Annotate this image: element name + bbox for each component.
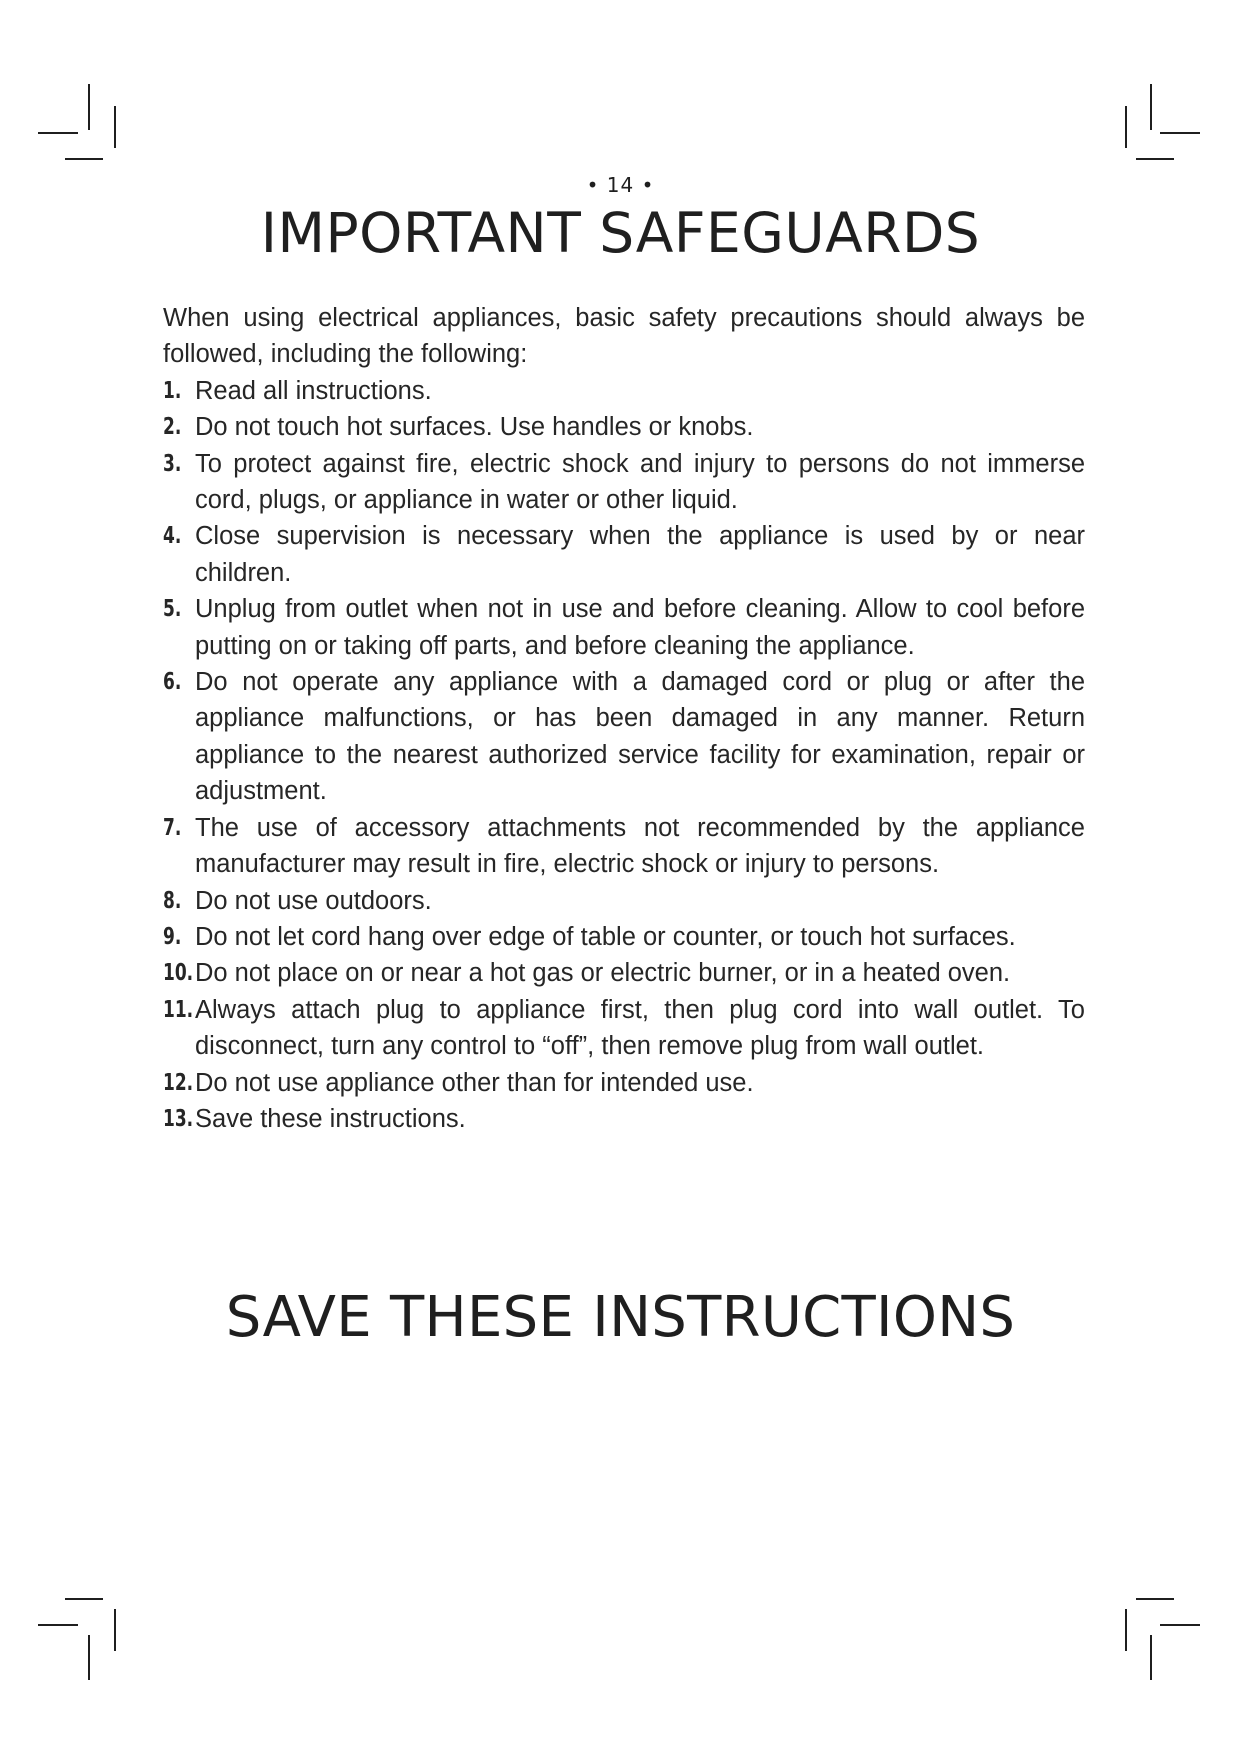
list-item [163, 955, 1085, 991]
list-item-text: Do not touch hot surfaces. Use handles or knobs. [195, 413, 754, 442]
list-item-text: Do not place on or near a hot gas or electric burner, or in a heated oven. [195, 959, 1011, 988]
list-item [163, 992, 1085, 1065]
page-number: • 14 • [586, 173, 655, 197]
list-item [163, 810, 1085, 883]
safeguards-content [163, 300, 1085, 1137]
list-item-text: Unplug from outlet when not in use and before cleaning. Allow to cool before putting on or taking off parts, and before cleaning the appliance. [195, 595, 1085, 660]
crop-mark-top-left-inner-horizontal [65, 158, 103, 160]
list-item [163, 446, 1085, 519]
list-item-number: 12. [163, 1069, 194, 1096]
crop-mark-bottom-right-outer-horizontal [1160, 1624, 1200, 1626]
list-item [163, 591, 1085, 664]
list-item-number: 4. [163, 523, 182, 550]
crop-mark-top-right-inner-vertical [1125, 106, 1127, 148]
list-item-text: Do not operate any appliance with a damaged cord or plug or after the appliance malfunctions, or has been damaged in any manner. Return appliance to the nearest authorized service facility for examination, repair or adjustment. [195, 668, 1085, 806]
list-item-text: Do not let cord hang over edge of table or counter, or touch hot surfaces. [195, 922, 1016, 951]
list-item-text: To protect against fire, electric shock and injury to persons do not immerse cord, plugs, or appliance in water or other liquid. [195, 449, 1085, 515]
list-item [163, 1101, 1085, 1137]
list-item-text: Read all instructions. [195, 376, 432, 405]
list-item-number: 1. [163, 377, 182, 404]
list-item-number: 3. [163, 450, 182, 477]
list-item-text: Save these instructions. [195, 1104, 466, 1133]
page-title: IMPORTANT SAFEGUARDS [260, 201, 981, 265]
crop-mark-top-right-inner-horizontal [1136, 158, 1174, 160]
list-item-number: 6. [163, 669, 182, 696]
crop-mark-top-left-outer-vertical [88, 84, 90, 130]
list-item [163, 1065, 1085, 1101]
intro-paragraph: When using electrical appliances, basic safety precautions should always be followed, including the following: [163, 304, 1085, 369]
list-item-number: 9. [163, 923, 182, 950]
list-item-text: The use of accessory attachments not recommended by the appliance manufacturer may result in fire, electric shock or injury to persons. [195, 813, 1085, 879]
list-item-text: Always attach plug to appliance first, then plug cord into wall outlet. To disconnect, turn any control to “off”, then remove plug from wall outlet. [195, 995, 1085, 1061]
crop-mark-top-right-outer-vertical [1150, 84, 1152, 130]
crop-mark-top-left-inner-vertical [114, 106, 116, 148]
crop-mark-top-right-outer-horizontal [1160, 132, 1200, 134]
list-item [163, 919, 1085, 955]
list-item-number: 13. [163, 1105, 194, 1132]
list-item-text: Do not use outdoors. [195, 886, 432, 915]
list-item-number: 7. [163, 814, 182, 841]
crop-mark-bottom-left-outer-vertical [88, 1635, 90, 1680]
list-item [163, 883, 1085, 919]
list-item [163, 664, 1085, 810]
crop-mark-bottom-left-outer-horizontal [38, 1624, 78, 1626]
safeguards-list [163, 373, 1085, 1138]
list-item-number: 2. [163, 414, 182, 441]
save-instructions-title: SAVE THESE INSTRUCTIONS [225, 1285, 1016, 1350]
crop-mark-bottom-right-inner-vertical [1125, 1609, 1127, 1651]
crop-mark-bottom-right-outer-vertical [1150, 1635, 1152, 1680]
list-item-text: Close supervision is necessary when the appliance is used by or near children. [195, 522, 1085, 587]
list-item-number: 11. [163, 996, 194, 1023]
crop-mark-bottom-left-inner-horizontal [65, 1598, 103, 1600]
list-item [163, 518, 1085, 591]
list-item [163, 409, 1085, 445]
crop-mark-bottom-left-inner-vertical [114, 1609, 116, 1651]
list-item-number: 8. [163, 887, 182, 914]
list-item-number: 10. [163, 960, 194, 987]
list-item [163, 373, 1085, 409]
crop-mark-top-left-outer-horizontal [38, 132, 78, 134]
crop-mark-bottom-right-inner-horizontal [1136, 1598, 1174, 1600]
list-item-text: Do not use appliance other than for intended use. [195, 1068, 754, 1097]
list-item-number: 5. [163, 596, 182, 623]
